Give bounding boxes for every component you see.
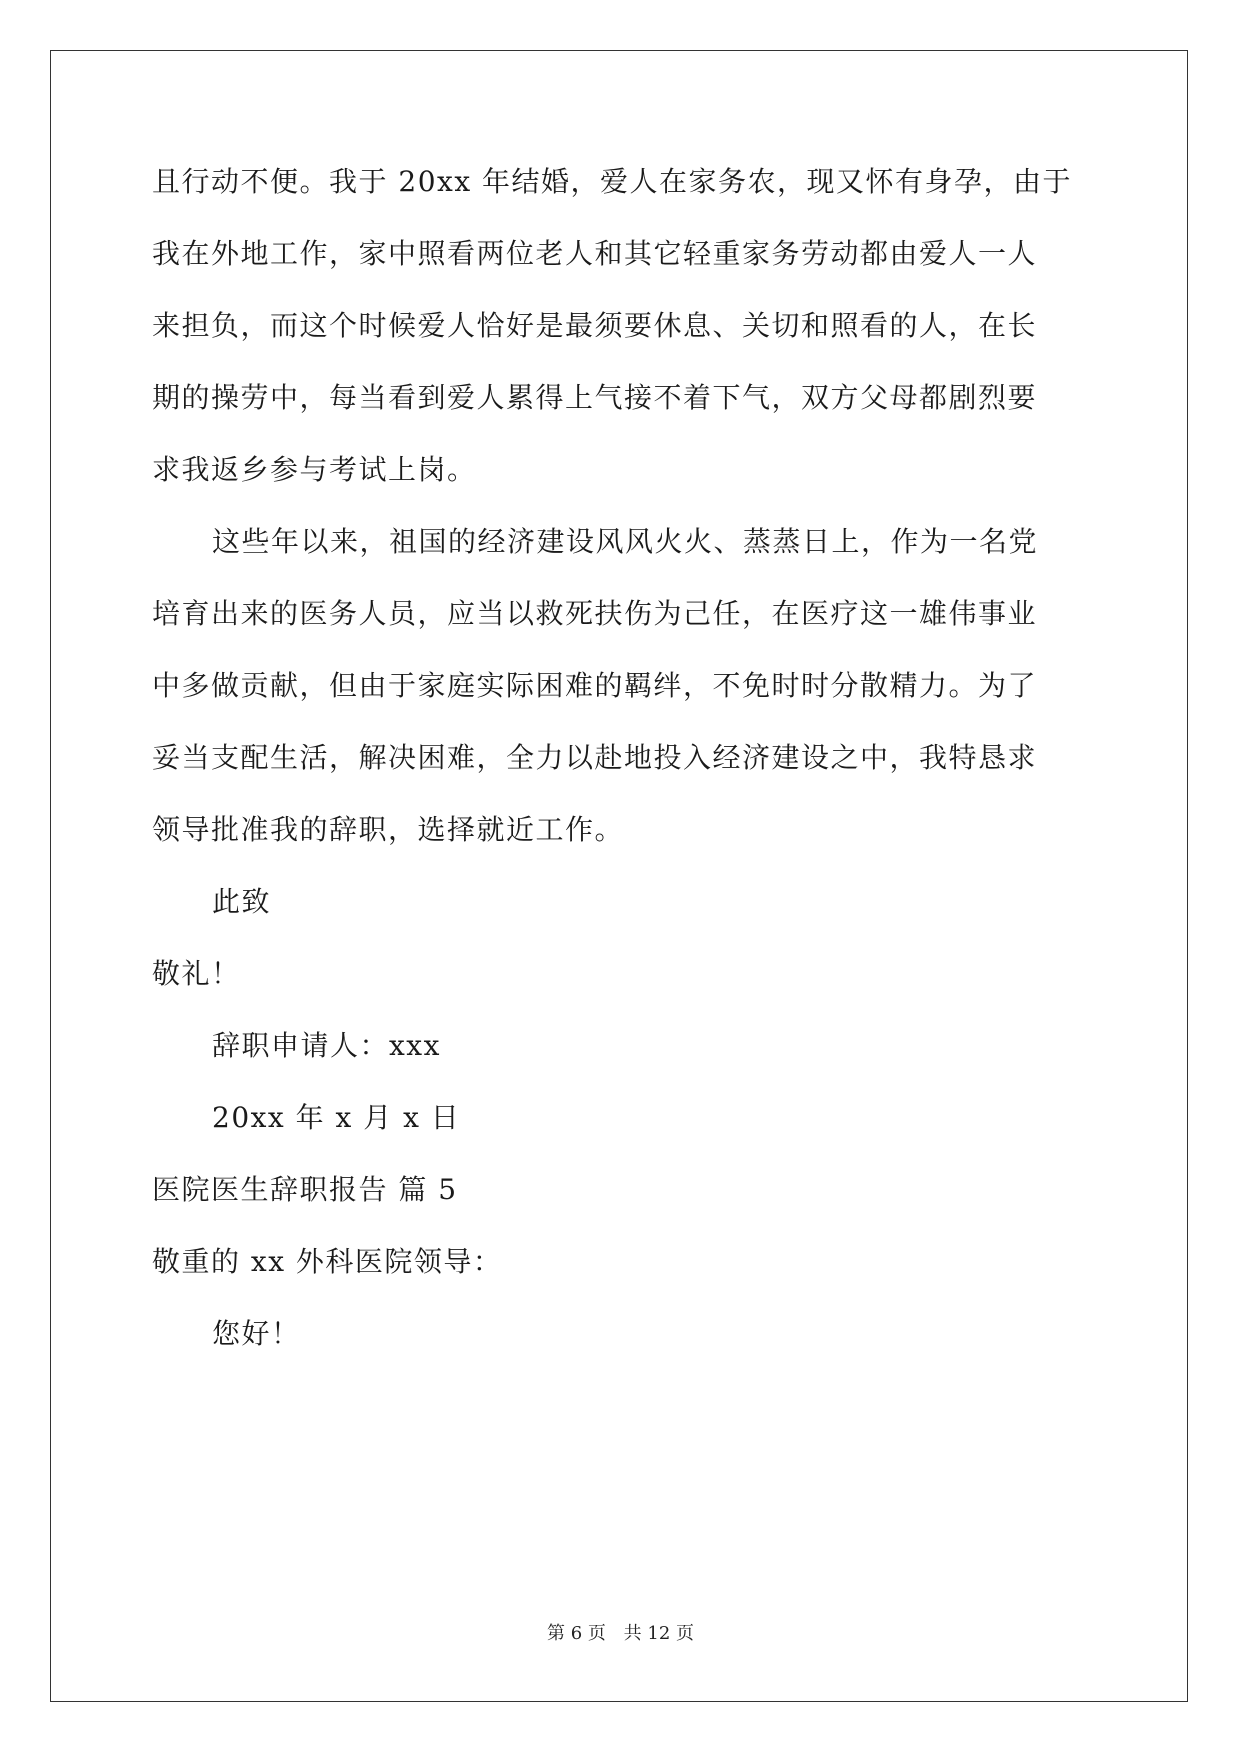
paragraph-line: 领导批准我的辞职，选择就近工作。: [152, 813, 625, 846]
paragraph-line: 这些年以来，祖国的经济建设风风火火、蒸蒸日上，作为一名党: [212, 525, 1039, 558]
paragraph-line: 培育出来的医务人员，应当以救死扶伤为己任，在医疗这一雄伟事业: [152, 597, 1038, 630]
signature-line: 辞职申请人：xxx: [212, 1029, 441, 1062]
paragraph-line: 期的操劳中，每当看到爱人累得上气接不着下气，双方父母都剧烈要: [152, 381, 1038, 414]
letter-addressee: 敬重的 xx 外科医院领导：: [152, 1245, 503, 1278]
closing-salutation: 此致: [212, 885, 272, 918]
greeting-line: 您好！: [212, 1317, 301, 1350]
paragraph-line: 中多做贡献，但由于家庭实际困难的羁绊，不免时时分散精力。为了: [152, 669, 1038, 702]
paragraph-line: 且行动不便。我于 20xx 年结婚，爱人在家务农，现又怀有身孕，由于: [152, 165, 1073, 198]
section-heading: 医院医生辞职报告 篇 5: [152, 1173, 458, 1206]
date-line: 20xx 年 x 月 x 日: [212, 1101, 461, 1134]
closing-regards: 敬礼！: [152, 957, 241, 990]
paragraph-line: 妥当支配生活，解决困难，全力以赴地投入经济建设之中，我特恳求: [152, 741, 1038, 774]
page-number: 第 6 页: [547, 1623, 606, 1644]
paragraph-line: 求我返乡参与考试上岗。: [152, 453, 477, 486]
page-total: 共 12 页: [623, 1623, 694, 1644]
page-border: [50, 50, 1188, 1702]
page-footer: [0, 1622, 1241, 1646]
paragraph-line: 我在外地工作，家中照看两位老人和其它轻重家务劳动都由爱人一人: [152, 237, 1038, 270]
paragraph-line: 来担负，而这个时候爱人恰好是最须要休息、关切和照看的人，在长: [152, 309, 1038, 342]
